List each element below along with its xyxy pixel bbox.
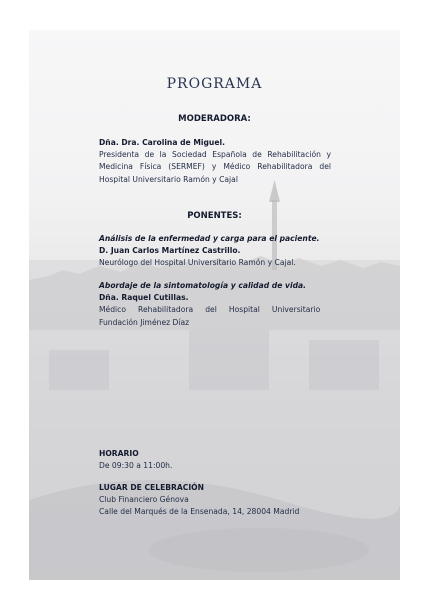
- lugar-address: Calle del Marqués de la Ensenada, 14, 28004 Madrid: [99, 507, 300, 517]
- moderadora-block: [99, 137, 331, 186]
- moderadora-role-line: Hospital Universitario Ramón y Cajal: [99, 174, 238, 184]
- lugar-heading: LUGAR DE CELEBRACIÓN: [99, 483, 204, 492]
- program-sheet: [29, 30, 400, 580]
- talk-1-speaker: D. Juan Carlos Martínez Castrillo.: [99, 246, 241, 256]
- horario-value: De 09:30 a 11:00h.: [99, 461, 173, 471]
- moderadora-role-line: Presidenta de la Sociedad Española de Rehabilitación y: [99, 150, 331, 160]
- moderadora-role-line: Medicina Física (SERMEF) y Médico Rehabilitadora del: [99, 162, 331, 172]
- program-content: [29, 30, 400, 580]
- lugar-venue: Club Financiero Génova: [99, 495, 189, 505]
- talk-2-role: Médico Rehabilitadora del Hospital Universitario: [99, 305, 321, 315]
- ponentes-heading: PONENTES:: [187, 211, 242, 221]
- moderadora-heading: MODERADORA:: [178, 114, 251, 124]
- talk-2-speaker: Dña. Raquel Cutillas.: [99, 293, 189, 303]
- talk-1-role: Neurólogo del Hospital Universitario Ramón y Cajal.: [99, 258, 296, 268]
- talk-2-role: Fundación Jiménez Díaz: [99, 317, 190, 327]
- horario-block: [99, 448, 331, 472]
- talk-2: [99, 280, 331, 329]
- horario-heading: HORARIO: [99, 449, 139, 458]
- talk-1-topic: Análisis de la enfermedad y carga para el paciente.: [99, 234, 320, 243]
- talk-2-topic: Abordaje de la sintomatología y calidad de vida.: [99, 281, 307, 290]
- moderadora-name: Dña. Dra. Carolina de Miguel.: [99, 138, 225, 147]
- page-title: PROGRAMA: [166, 76, 263, 92]
- talk-1: [99, 233, 331, 270]
- lugar-block: [99, 482, 331, 519]
